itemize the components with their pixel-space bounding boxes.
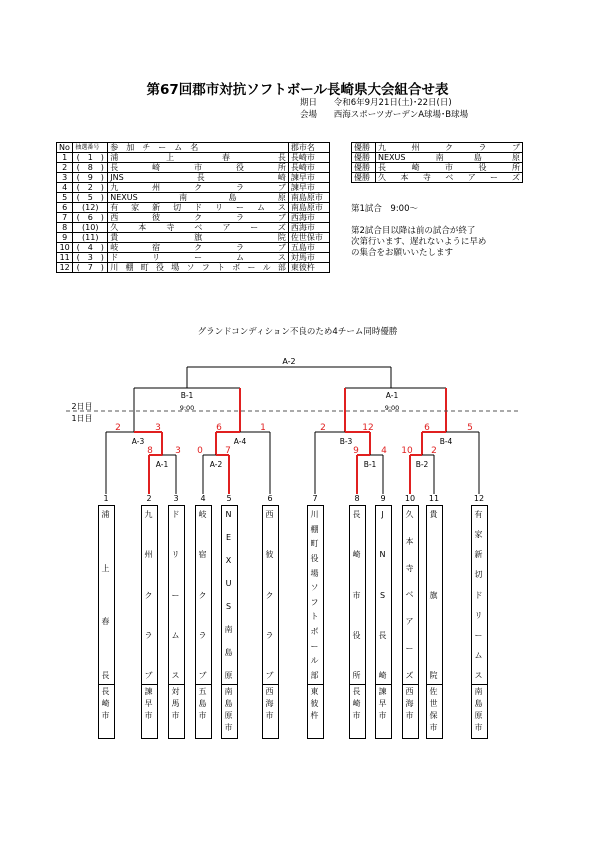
entry-no: 9 [57, 233, 73, 243]
slot-team-name: N E X U S 南 島 原 [224, 510, 233, 680]
slot-city: 五 島 市 [198, 687, 207, 720]
entry-city: 諫早市 [288, 183, 329, 193]
slot-divider [471, 684, 487, 685]
first-round-label: B-1 [363, 460, 377, 469]
score-label: 0 [197, 446, 203, 456]
entry-no: 3 [57, 173, 73, 183]
winner-label: 優勝 [352, 153, 376, 163]
semi-label: B-1 [180, 391, 194, 400]
winner-label: 優勝 [352, 143, 376, 153]
slot-divider [168, 684, 184, 685]
entry-no: 5 [57, 193, 73, 203]
entry-team: 久本寺ベアーズ [108, 223, 289, 233]
entry-lot: ( 5 ) [73, 193, 108, 203]
entry-lot: ( 7 ) [73, 263, 108, 273]
entry-team: 川棚町役場ソフトボール部 [108, 263, 289, 273]
day1-label: 1日目 [71, 414, 93, 423]
header-city: 郡市名 [288, 143, 329, 153]
slot-number: 4 [200, 494, 206, 503]
slot-team-name: 西 彼 ク ラ ブ [265, 510, 274, 680]
winner-team: 長崎市役所 [376, 163, 523, 173]
score-label: 9 [353, 446, 359, 456]
venue-value: 西海スポーツガーデンA球場･B球場 [333, 110, 469, 120]
slot-number: 11 [428, 494, 440, 503]
entry-lot: ( 2 ) [73, 183, 108, 193]
entry-lot: (12) [73, 203, 108, 213]
quarter-label: A-4 [233, 437, 247, 446]
slot-divider [98, 684, 114, 685]
final-label: A-2 [282, 357, 296, 366]
entry-no: 8 [57, 223, 73, 233]
quarter-label: B-4 [439, 437, 453, 446]
slot-city: 西 海 市 [265, 687, 274, 720]
entry-lot: (11) [73, 233, 108, 243]
slot-divider [262, 684, 278, 685]
score-label: 2 [431, 446, 437, 456]
date-label: 期日 [300, 98, 318, 108]
entry-city: 対馬市 [288, 253, 329, 263]
page-title: 第67回郡市対抗ソフトボール長崎県大会組合せ表 [146, 82, 449, 98]
slot-city: 諫 早 市 [378, 687, 387, 720]
entry-lot: ( 9 ) [73, 173, 108, 183]
winner-team: 九州クラブ [376, 143, 523, 153]
slot-divider [141, 684, 157, 685]
slot-number: 10 [404, 494, 416, 503]
score-label: 5 [467, 423, 473, 433]
first-round-label: A-1 [155, 460, 169, 469]
entry-city: 南島原市 [288, 193, 329, 203]
score-label: 2 [320, 423, 326, 433]
slot-number: 6 [267, 494, 273, 503]
score-label: 7 [225, 446, 231, 456]
entry-no: 6 [57, 203, 73, 213]
score-label: 2 [115, 423, 121, 433]
slot-team-name: 貴 旗 院 [429, 510, 438, 680]
entry-no: 10 [57, 243, 73, 253]
slot-divider [426, 684, 442, 685]
winner-team: 久本寺ベアーズ [376, 173, 523, 183]
semi-time: 9:00 [179, 404, 195, 412]
slot-divider [349, 684, 365, 685]
slot-city: 長 崎 市 [352, 687, 361, 720]
slot-city: 東 彼 杵 [310, 687, 319, 720]
score-label: 3 [175, 446, 181, 456]
slot-team-name: ド リ ー ム ス [171, 510, 180, 680]
slot-number: 1 [103, 494, 109, 503]
entry-lot: ( 1 ) [73, 153, 108, 163]
slot-city: 諫 早 市 [144, 687, 153, 720]
first-round-label: B-2 [415, 460, 429, 469]
entry-team: 西彼クラブ [108, 213, 289, 223]
slot-team-name: 岐 宿 ク ラ ブ [198, 510, 207, 680]
slot-divider [307, 684, 323, 685]
slot-number: 8 [354, 494, 360, 503]
score-label: 12 [362, 423, 374, 433]
entry-city: 西海市 [288, 213, 329, 223]
slot-number: 3 [173, 494, 179, 503]
slot-divider [402, 684, 418, 685]
slot-city: 佐 世 保 市 [429, 687, 438, 732]
entry-no: 7 [57, 213, 73, 223]
first-game-note: 第1試合 9:00～ [351, 204, 418, 214]
entry-city: 南島原市 [288, 203, 329, 213]
header-lot: 抽選番号 [73, 143, 108, 153]
entry-city: 佐世保市 [288, 233, 329, 243]
entry-team: 岐宿クラブ [108, 243, 289, 253]
slot-team-name: J N S 長 崎 [378, 510, 387, 680]
slot-team-name: 川 棚 町 役 場 ソ フ ト ボ ー ル 部 [310, 510, 319, 680]
slot-team-name: 久 本 寺 ベ ア ー ズ [405, 510, 414, 680]
entry-lot: ( 3 ) [73, 253, 108, 263]
quarter-label: A-3 [131, 437, 145, 446]
venue-label: 会場 [300, 110, 318, 120]
slot-divider [195, 684, 211, 685]
note-line-1: 第2試合目以降は前の試合が終了 [351, 226, 476, 236]
score-label: 6 [424, 423, 430, 433]
entry-team: 有家新切ドリームス [108, 203, 289, 213]
slot-city: 長 崎 市 [101, 687, 110, 720]
entry-team: 長崎市役所 [108, 163, 289, 173]
slot-team-name: 浦 上 春 長 [101, 510, 110, 680]
note-line-2: 次第行います、遅れないように早め [351, 237, 487, 247]
score-label: 6 [216, 423, 222, 433]
entry-no: 12 [57, 263, 73, 273]
entry-city: 長崎市 [288, 163, 329, 173]
entry-no: 1 [57, 153, 73, 163]
semi-label: A-1 [385, 391, 399, 400]
entry-team: 貴旗院 [108, 233, 289, 243]
score-label: 10 [401, 446, 413, 456]
score-label: 1 [260, 423, 266, 433]
entry-lot: ( 8 ) [73, 163, 108, 173]
first-round-label: A-2 [209, 460, 223, 469]
entry-no: 2 [57, 163, 73, 173]
entry-team: 浦上春長 [108, 153, 289, 163]
bracket-caption: グランドコンディション不良のため4チーム同時優勝 [197, 327, 398, 337]
entry-city: 長崎市 [288, 153, 329, 163]
entry-lot: ( 6 ) [73, 213, 108, 223]
slot-divider [375, 684, 391, 685]
score-label: 4 [381, 446, 387, 456]
slot-city: 南 島 原 市 [224, 687, 233, 732]
slot-team-name: 九 州 ク ラ ブ [144, 510, 153, 680]
entry-city: 西海市 [288, 223, 329, 233]
entry-city: 五島市 [288, 243, 329, 253]
entry-team: JNS長崎 [108, 173, 289, 183]
entry-team: NEXUS南島原 [108, 193, 289, 203]
slot-city: 南 島 原 市 [474, 687, 483, 732]
slot-number: 9 [380, 494, 386, 503]
slot-city: 西 海 市 [405, 687, 414, 720]
slot-number: 7 [312, 494, 318, 503]
slot-number: 2 [146, 494, 152, 503]
score-label: 3 [155, 423, 161, 433]
entry-no: 11 [57, 253, 73, 263]
entry-no: 4 [57, 183, 73, 193]
slot-number: 12 [473, 494, 485, 503]
entry-lot: (10) [73, 223, 108, 233]
winner-team: NEXUS南島原 [376, 153, 523, 163]
winner-label: 優勝 [352, 173, 376, 183]
entry-team: ドリームス [108, 253, 289, 263]
slot-team-name: 長 崎 市 役 所 [352, 510, 361, 680]
score-label: 8 [147, 446, 153, 456]
slot-team-name: 有 家 新 切 ド リ ー ム ス [474, 510, 483, 680]
day2-label: 2日目 [71, 402, 93, 411]
quarter-label: B-3 [339, 437, 353, 446]
bracket-lines [66, 367, 520, 494]
slot-divider [221, 684, 237, 685]
bracket-text [71, 357, 472, 469]
slot-number: 5 [226, 494, 232, 503]
header-no: No [57, 143, 73, 153]
entry-city: 東彼杵 [288, 263, 329, 273]
semi-time: 9:00 [384, 404, 400, 412]
entry-city: 諫早市 [288, 173, 329, 183]
entry-team: 九州クラブ [108, 183, 289, 193]
winner-label: 優勝 [352, 163, 376, 173]
date-value: 令和6年9月21日(土)･22日(日) [333, 98, 452, 108]
entry-lot: ( 4 ) [73, 243, 108, 253]
note-line-3: の集合をお願いいたします [351, 248, 454, 258]
slot-city: 対 馬 市 [171, 687, 180, 720]
header-team: 参 加 チ ー ム 名 [108, 143, 289, 153]
